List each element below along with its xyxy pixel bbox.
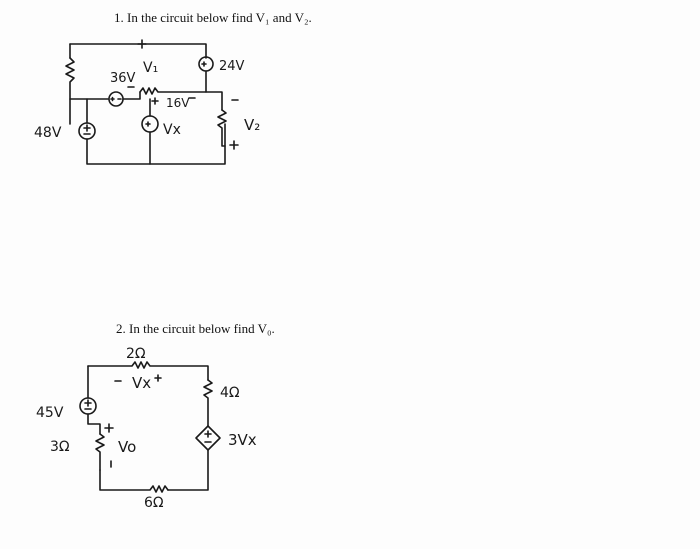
label-3ohm: 3Ω — [50, 439, 70, 455]
label-2ohm: 2Ω — [126, 346, 146, 362]
label-vx2: Vx — [132, 374, 152, 392]
circuit-2 — [36, 346, 257, 511]
label-3vx: 3Vx — [228, 431, 257, 449]
label-48v: 48V — [34, 125, 62, 141]
label-24v: 24V — [219, 59, 245, 74]
label-vo: Vo — [118, 438, 137, 456]
dependent-source-icon — [196, 426, 220, 450]
resistor-left-top — [66, 58, 74, 124]
label-36v: 36V — [110, 71, 136, 86]
v1-plus — [138, 40, 146, 48]
resistor-4ohm — [204, 380, 212, 426]
label-45v: 45V — [36, 405, 64, 421]
label-16v: 16V — [166, 96, 190, 110]
label-v2: V₂ — [244, 116, 261, 134]
problem-1-text: 1. In the circuit below find V₁ and V₂. — [114, 10, 312, 25]
resistor-6ohm — [100, 470, 168, 492]
problem-2-text: 2. In the circuit below find V₀. — [116, 321, 275, 336]
label-v1: V₁ — [143, 60, 159, 76]
label-6ohm: 6Ω — [144, 495, 164, 511]
label-4ohm: 4Ω — [220, 385, 240, 401]
label-vx: Vx — [163, 122, 181, 138]
circuit-1 — [34, 40, 260, 164]
resistor-3ohm — [96, 434, 104, 470]
